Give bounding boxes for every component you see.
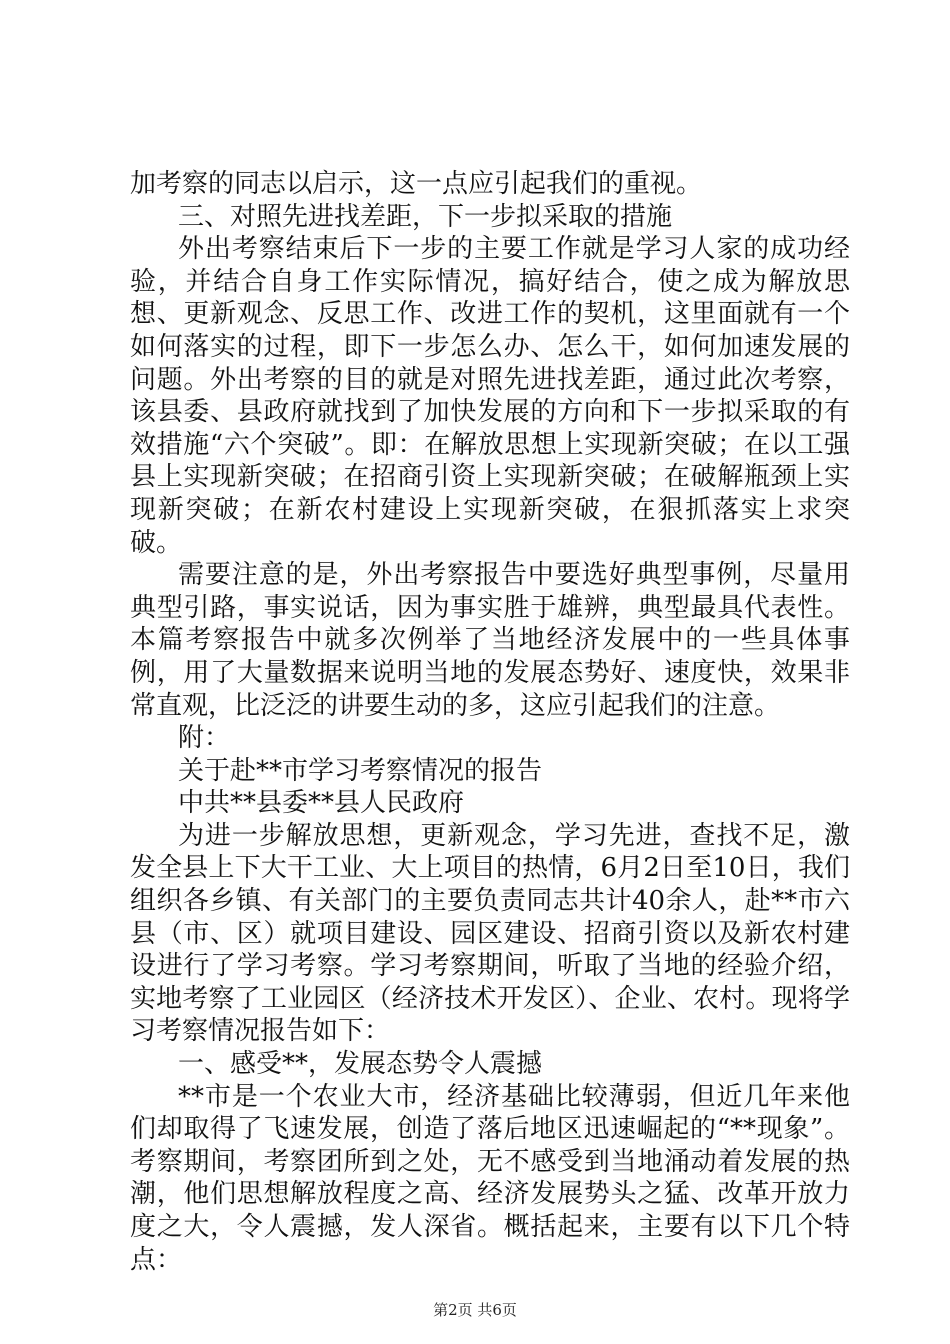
report-title: 关于赴**市学习考察情况的报告 [178,755,543,786]
section-heading-3: 三、对照先进找差距，下一步拟采取的措施 [178,201,673,232]
document-body [130,168,850,1276]
paragraph-city-overview: **市是一个农业大市，经济基础比较薄弱，但近几年来他们却取得了飞速发展，创造了落后地区迅速崛起的“**现象”。考察期间，考察团所到之处，无不感受到当地涌动着发展的热潮，他们思想解放程度之高、经济发展势头之猛、改革开放力度之大，令人震撼，发人深省。概括起来，主要有以下几个特点： [130,1081,850,1275]
paragraph-continuation: 加考察的同志以启示，这一点应引起我们的重视。 [130,169,703,199]
paragraph-report-intro: 为进一步解放思想，更新观念，学习先进，查找不足，激发全县上下大干工业、大上项目的热情，6月2日至10日，我们组织各乡镇、有关部门的主要负责同志共计40余人，赴**市六县（市、区）就项目建设、园区建设、招商引资以及新农村建设进行了学习考察。学习考察期间，听取了当地的经验介绍，实地考察了工业园区（经济技术开发区）、企业、农村。现将学习考察情况报告如下： [130,820,850,1047]
section-heading-1: 一、感受**，发展态势令人震撼 [178,1049,543,1080]
report-author: 中共**县委**县人民政府 [178,788,465,819]
paragraph-next-steps: 外出考察结束后下一步的主要工作就是学习人家的成功经验，并结合自身工作实际情况，搞好结合，使之成为解放思想、更新观念、反思工作、改进工作的契机，这里面就有一个如何落实的过程，即下一步怎么办、怎么干，如何加速发展的问题。外出考察的目的就是对照先进找差距，通过此次考察，该县委、县政府就找到了加快发展的方向和下一步拟采取的有效措施“六个突破”。即：在解放思想上实现新突破；在以工强县上实现新突破；在招商引资上实现新突破；在破解瓶颈上实现新突破；在新农村建设上实现新突破，在狠抓落实上求突破。 [130,234,850,558]
page-footer: 第2页 共6页 [433,1301,517,1319]
paragraph-note: 需要注意的是，外出考察报告中要选好典型事例，尽量用典型引路，事实说话，因为事实胜于雄辨，典型最具代表性。本篇考察报告中就多次例举了当地经济发展中的一些具体事例，用了大量数据来说明当地的发展态势好、速度快，效果非常直观，比泛泛的讲要生动的多，这应引起我们的注意。 [130,560,850,721]
appendix-label: 附： [178,723,231,754]
